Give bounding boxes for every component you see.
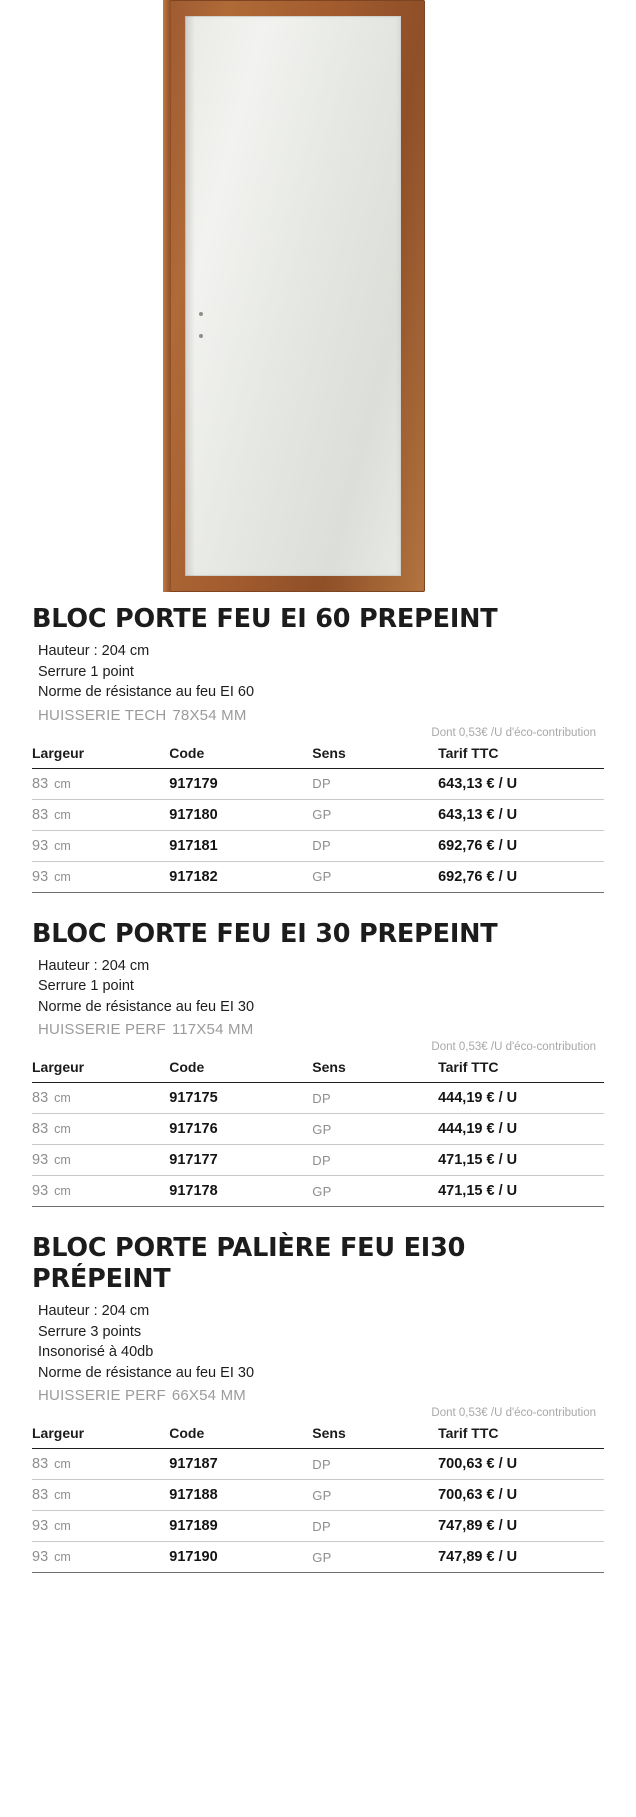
spec-item: Norme de résistance au feu EI 30 <box>38 998 255 1015</box>
cell-tarif: 643,13 € / U <box>438 768 604 799</box>
largeur-unit: cm <box>54 869 71 884</box>
cell-largeur <box>32 1511 169 1542</box>
cell-largeur <box>32 1542 169 1573</box>
largeur-value: 83 <box>32 1456 49 1472</box>
cell-largeur <box>32 1083 169 1114</box>
hinge-icon <box>199 312 203 316</box>
product-section <box>32 919 604 1208</box>
door-illustration <box>163 0 425 592</box>
cell-sens: GP <box>312 1176 438 1207</box>
cell-code: 917189 <box>169 1511 312 1542</box>
largeur-unit: cm <box>54 1488 71 1502</box>
cell-tarif: 692,76 € / U <box>438 861 604 892</box>
column-header: Code <box>169 1421 312 1449</box>
cell-code: 917179 <box>169 768 312 799</box>
spec-item: Serrure 1 point <box>38 978 134 994</box>
column-header: Largeur <box>32 741 169 769</box>
largeur-unit: cm <box>54 776 71 791</box>
section-title: BLOC PORTE FEU EI 30 PREPEINT <box>32 918 498 949</box>
price-table <box>32 741 604 893</box>
largeur-unit: cm <box>54 1184 71 1198</box>
huisserie-dimension: 66X54 MM <box>171 1387 246 1404</box>
table-row[interactable] <box>32 1145 604 1176</box>
largeur-unit: cm <box>54 1457 71 1471</box>
cell-tarif: 747,89 € / U <box>438 1511 604 1542</box>
largeur-value: 83 <box>32 1487 49 1503</box>
cell-sens: GP <box>312 799 438 830</box>
table-row[interactable] <box>32 1511 604 1542</box>
cell-tarif: 643,13 € / U <box>438 799 604 830</box>
largeur-unit: cm <box>54 1091 71 1105</box>
cell-tarif: 471,15 € / U <box>438 1145 604 1176</box>
table-row[interactable] <box>32 1114 604 1145</box>
cell-largeur <box>32 1114 169 1145</box>
spec-list <box>32 956 604 1018</box>
table-row[interactable] <box>32 861 604 892</box>
product-section <box>32 604 604 893</box>
spec-item: Insonorisé à 40db <box>38 1344 154 1360</box>
column-header: Tarif TTC <box>438 1055 604 1083</box>
largeur-value: 83 <box>32 1090 49 1106</box>
largeur-unit: cm <box>54 1153 71 1167</box>
section-title: BLOC PORTE FEU EI 60 PREPEINT <box>32 604 498 634</box>
largeur-value: 93 <box>32 868 49 885</box>
column-header: Sens <box>312 1055 438 1083</box>
cell-code: 917177 <box>169 1145 312 1176</box>
cell-sens: DP <box>312 768 438 799</box>
table-row[interactable] <box>32 1542 604 1573</box>
cell-largeur <box>32 768 169 799</box>
eco-contribution-note: Dont 0,53€ /U d'éco-contribution <box>431 1407 596 1419</box>
cell-code: 917176 <box>169 1114 312 1145</box>
column-header: Code <box>169 1055 312 1083</box>
cell-largeur <box>32 1145 169 1176</box>
cell-largeur <box>32 1449 169 1480</box>
cell-tarif: 692,76 € / U <box>438 830 604 861</box>
largeur-value: 93 <box>32 1549 49 1565</box>
table-row[interactable] <box>32 1480 604 1511</box>
cell-code: 917188 <box>169 1480 312 1511</box>
cell-sens: GP <box>312 1114 438 1145</box>
spec-item: Serrure 3 points <box>38 1323 142 1340</box>
cell-largeur <box>32 830 169 861</box>
cell-code: 917178 <box>169 1176 312 1207</box>
cell-tarif: 444,19 € / U <box>438 1114 604 1145</box>
largeur-unit: cm <box>54 838 71 853</box>
largeur-unit: cm <box>54 1519 71 1533</box>
cell-code: 917182 <box>169 861 312 892</box>
spec-list <box>32 1301 604 1383</box>
huisserie-info <box>32 1385 604 1406</box>
column-header: Tarif TTC <box>438 1421 604 1449</box>
cell-code: 917187 <box>169 1449 312 1480</box>
largeur-value: 83 <box>32 806 49 823</box>
spec-item: Norme de résistance au feu EI 60 <box>38 684 255 700</box>
door-panel <box>185 16 401 576</box>
huisserie-dimension: 78X54 MM <box>172 706 247 724</box>
huisserie-info <box>32 705 604 726</box>
largeur-value: 93 <box>32 1518 49 1534</box>
cell-largeur <box>32 1480 169 1511</box>
column-header: Sens <box>312 1421 438 1449</box>
cell-sens: DP <box>312 1511 438 1542</box>
table-header-row <box>32 1055 604 1083</box>
column-header: Sens <box>312 741 438 769</box>
cell-tarif: 700,63 € / U <box>438 1449 604 1480</box>
cell-sens: DP <box>312 830 438 861</box>
cell-code: 917180 <box>169 799 312 830</box>
table-row[interactable] <box>32 768 604 799</box>
largeur-unit: cm <box>54 1550 71 1564</box>
hinge-icon <box>199 334 203 338</box>
cell-sens: DP <box>312 1145 438 1176</box>
cell-code: 917190 <box>169 1542 312 1573</box>
cell-sens: GP <box>312 1542 438 1573</box>
eco-contribution-note: Dont 0,53€ /U d'éco-contribution <box>431 1041 596 1053</box>
cell-code: 917175 <box>169 1083 312 1114</box>
table-row[interactable] <box>32 830 604 861</box>
section-title: BLOC PORTE PALIÈRE FEU EI30 PRÉPEINT <box>32 1233 466 1294</box>
huisserie-info <box>32 1019 604 1040</box>
product-section <box>32 1233 604 1573</box>
cell-code: 917181 <box>169 830 312 861</box>
table-header-row <box>32 741 604 769</box>
cell-sens: DP <box>312 1083 438 1114</box>
largeur-unit: cm <box>54 1122 71 1136</box>
largeur-value: 93 <box>32 837 49 854</box>
table-row[interactable] <box>32 1176 604 1207</box>
huisserie-name: HUISSERIE TECH <box>38 706 167 724</box>
spec-item: Hauteur : 204 cm <box>38 643 150 659</box>
largeur-value: 93 <box>32 1183 49 1199</box>
largeur-value: 83 <box>32 775 49 792</box>
largeur-value: 83 <box>32 1121 49 1137</box>
largeur-unit: cm <box>54 807 71 822</box>
column-header: Largeur <box>32 1421 169 1449</box>
sections-container <box>0 604 636 1591</box>
price-table <box>32 1055 604 1207</box>
product-image <box>0 0 636 600</box>
cell-sens: GP <box>312 1480 438 1511</box>
column-header: Tarif TTC <box>438 741 604 769</box>
column-header: Largeur <box>32 1055 169 1083</box>
eco-contribution-note: Dont 0,53€ /U d'éco-contribution <box>431 726 596 739</box>
cell-sens: DP <box>312 1449 438 1480</box>
table-row[interactable] <box>32 1083 604 1114</box>
cell-tarif: 747,89 € / U <box>438 1542 604 1573</box>
huisserie-dimension: 117X54 MM <box>171 1021 254 1038</box>
cell-tarif: 700,63 € / U <box>438 1480 604 1511</box>
price-table <box>32 1421 604 1573</box>
table-header-row <box>32 1421 604 1449</box>
cell-largeur <box>32 799 169 830</box>
table-row[interactable] <box>32 1449 604 1480</box>
cell-largeur <box>32 1176 169 1207</box>
table-row[interactable] <box>32 799 604 830</box>
cell-largeur <box>32 861 169 892</box>
spec-item: Hauteur : 204 cm <box>38 1303 150 1319</box>
cell-tarif: 444,19 € / U <box>438 1083 604 1114</box>
largeur-value: 93 <box>32 1152 49 1168</box>
spec-item: Norme de résistance au feu EI 30 <box>38 1364 255 1381</box>
huisserie-name: HUISSERIE PERF <box>38 1387 166 1404</box>
spec-list <box>32 641 604 703</box>
column-header: Code <box>169 741 312 769</box>
cell-sens: GP <box>312 861 438 892</box>
huisserie-name: HUISSERIE PERF <box>38 1021 166 1038</box>
spec-item: Serrure 1 point <box>38 663 134 680</box>
cell-tarif: 471,15 € / U <box>438 1176 604 1207</box>
spec-item: Hauteur : 204 cm <box>38 957 150 974</box>
